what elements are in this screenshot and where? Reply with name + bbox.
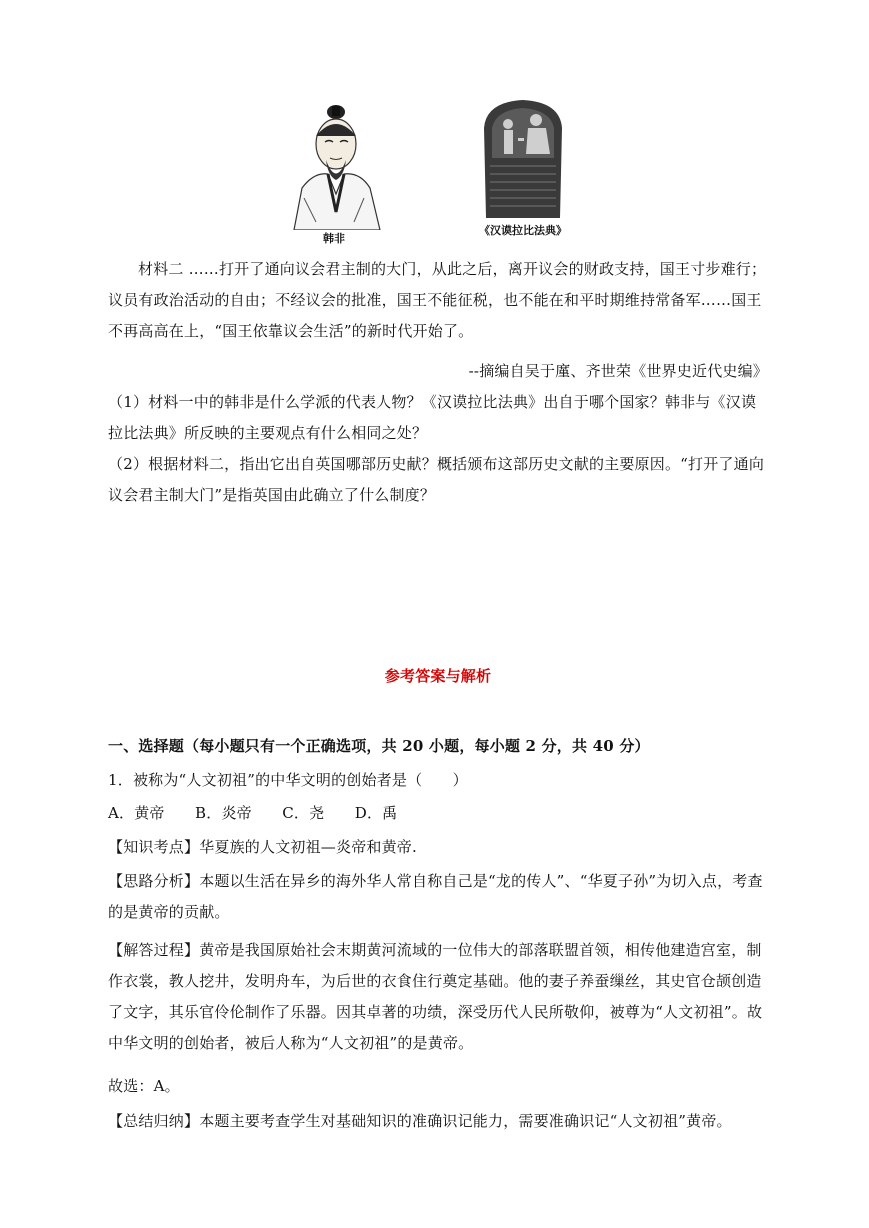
summary-paragraph: 【总结归纳】本题主要考查学生对基础知识的准确识记能力，需要准确识记“人文初祖”黄帝。 bbox=[108, 1112, 732, 1130]
question-one: （1）材料一中的韩非是什么学派的代表人物？《汉谟拉比法典》出自于哪个国家？韩非与《汉谟拉比法典》所反映的主要观点有什么相同之处？ bbox=[108, 393, 757, 442]
section-heading: 一、选择题（每小题只有一个正确选项，共 20 小题，每小题 2 分，共 40 分） bbox=[108, 737, 650, 755]
han-fei-caption: 韩非 bbox=[323, 232, 345, 245]
analysis-paragraph: 【思路分析】本题以生活在异乡的海外华人常自称自己是“龙的传人”、“华夏子孙”为切入点，考查的是黄帝的贡献。 bbox=[108, 872, 763, 921]
solution-process: 【解答过程】黄帝是我国原始社会末期黄河流域的一位伟大的部落联盟首领，相传他建造宫室，制作衣裳，教人挖井，发明舟车，为后世的衣食住行奠定基础。他的妻子养蚕缫丝，其史官仓颉创造了文字，其乐官伶伦制作了乐器。因其卓著的功绩，深受历代人民所敬仰，被尊为“人文初祖”。故中华文明的创始者，被后人称为“人文初祖”的是黄帝。 bbox=[108, 941, 763, 1052]
question-item-1: 1．被称为“人文初祖”的中华文明的创始者是（ ） bbox=[108, 771, 468, 789]
answer-section-title: 参考答案与解析 bbox=[384, 667, 492, 685]
question-two: （2）根据材料二，指出它出自英国哪部历史献？概括颁布这部历史文献的主要原因。“打开了通向议会君主制大门”是指英国由此确立了什么制度？ bbox=[108, 455, 765, 504]
material-two-text: 材料二 ……打开了通向议会君主制的大门，从此之后，离开议会的财政支持，国王寸步难行；议员有政治活动的自由；不经议会的批准，国王不能征税，也不能在和平时期维持常备军……国王不再高高在上，“国王依靠议会生活”的新时代开始了。 bbox=[108, 260, 767, 340]
han-fei-portrait bbox=[284, 102, 384, 230]
answer-options: A．黄帝 B．炎帝 C．尧 D．禹 bbox=[108, 804, 398, 822]
material-two-source: --摘编自吴于廑、齐世荣《世界史近代史编》 bbox=[468, 362, 768, 380]
hammurabi-caption: 《汉谟拉比法典》 bbox=[479, 224, 567, 237]
hammurabi-stele-image bbox=[478, 98, 568, 218]
final-choice: 故选：A。 bbox=[108, 1077, 180, 1095]
knowledge-point: 【知识考点】华夏族的人文初祖—炎帝和黄帝. bbox=[108, 838, 417, 856]
